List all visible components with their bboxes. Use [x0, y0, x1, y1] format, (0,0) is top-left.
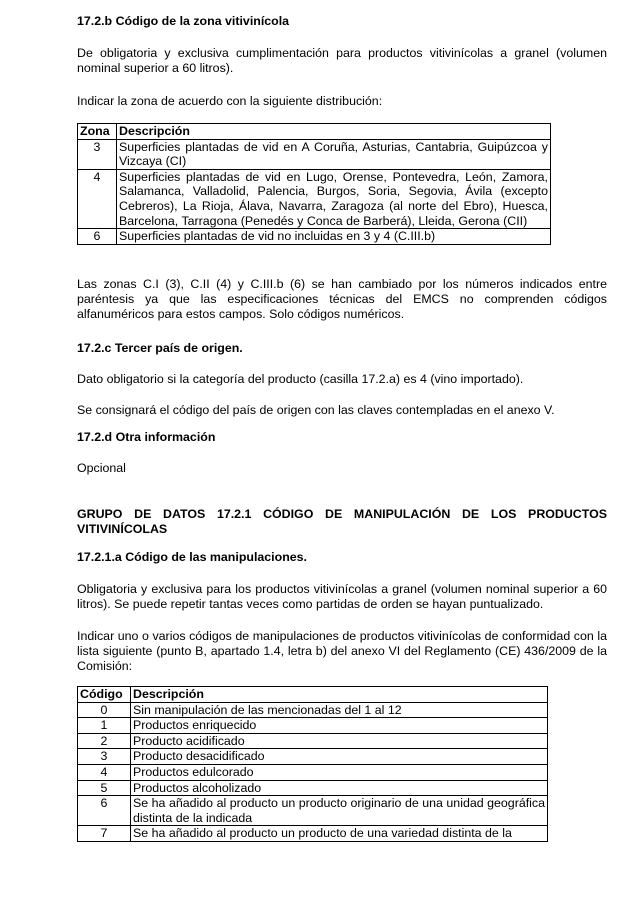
manipulation-code: 1	[78, 718, 131, 734]
table-row	[78, 764, 548, 780]
manipulation-description: Productos alcoholizado	[131, 780, 548, 796]
manipulation-description: Producto desacidificado	[131, 749, 548, 765]
section-heading-17-2-d: 17.2.d Otra información	[77, 430, 216, 444]
manipulation-code-table	[77, 686, 548, 842]
paragraph-17-2-b-2: Indicar la zona de acuerdo con la siguiente distribución:	[77, 94, 383, 108]
paragraph-17-2-b-1: De obligatoria y exclusiva cumplimentación para productos vitivinícolas a granel (volumen nominal superior a 60 litros).	[77, 46, 607, 75]
section-heading-17-2-b: 17.2.b Código de la zona vitivinícola	[77, 14, 290, 28]
table-row	[78, 749, 548, 765]
table-row	[78, 139, 551, 169]
paragraph-17-2-d-1: Opcional	[77, 461, 126, 475]
manipulation-code: 6	[78, 796, 131, 826]
paragraph-17-2-c-1: Dato obligatorio si la categoría del producto (casilla 17.2.a) es 4 (vino importado).	[77, 372, 524, 386]
manipulation-code: 5	[78, 780, 131, 796]
section-heading-17-2-c: 17.2.c Tercer país de origen.	[77, 341, 243, 355]
manipulation-description: Productos enriquecido	[131, 718, 548, 734]
zona-description: Superficies plantadas de vid en A Coruña, Asturias, Cantabria, Guipúzcoa y Vizcaya (CI)	[117, 139, 551, 169]
manipulation-description: Se ha añadido al producto un producto originario de una unidad geográfica distinta de la indicada	[131, 796, 548, 826]
zona-code: 6	[78, 229, 117, 245]
table-row	[78, 718, 548, 734]
paragraph-17-2-b-3: Las zonas C.I (3), C.II (4) y C.III.b (6) se han cambiado por los números indicados entre paréntesis ya que las especificaciones técnicas del EMCS no comprenden códigos alfanuméricos para estos campos. Solo códigos numéricos.	[77, 277, 607, 321]
paragraph-17-2-c-2: Se consignará el código del país de origen con las claves contempladas en el anexo V.	[77, 403, 555, 417]
manipulation-code: 0	[78, 702, 131, 718]
table-row	[78, 169, 551, 228]
manipulation-description: Sin manipulación de las mencionadas del 1 al 12	[131, 702, 548, 718]
manipulation-code: 7	[78, 826, 131, 842]
manipulation-description: Producto acidificado	[131, 733, 548, 749]
manipulation-code: 2	[78, 733, 131, 749]
table-row	[78, 702, 548, 718]
manipulation-description: Productos edulcorado	[131, 764, 548, 780]
table-row	[78, 796, 548, 826]
zona-code: 3	[78, 139, 117, 169]
table-row	[78, 826, 548, 842]
table-row	[78, 780, 548, 796]
paragraph-17-2-1-a-1: Obligatoria y exclusiva para los productos vitivinícolas a granel (volumen nominal superior a 60 litros). Se puede repetir tantas veces como partidas de orden se hayan puntualizado.	[77, 582, 607, 611]
table-row	[78, 733, 548, 749]
table-row	[78, 229, 551, 245]
manipulation-description: Se ha añadido al producto un producto de una variedad distinta de la	[131, 826, 548, 842]
column-header-descripcion: Descripción	[131, 687, 548, 703]
paragraph-17-2-1-a-2: Indicar uno o varios códigos de manipulaciones de productos vitivinícolas de conformidad con la lista siguiente (punto B, apartado 1.4, letra b) del anexo VI del Reglamento (CE) 436/2009 de la Comisión:	[77, 629, 607, 673]
group-heading-17-2-1: GRUPO DE DATOS 17.2.1 CÓDIGO DE MANIPULACIÓN DE LOS PRODUCTOS VITIVINÍCOLAS	[77, 507, 607, 536]
zona-code: 4	[78, 169, 117, 228]
manipulation-code: 3	[78, 749, 131, 765]
column-header-codigo: Código	[78, 687, 131, 703]
column-header-zona: Zona	[78, 124, 117, 140]
table-header-row	[78, 124, 551, 140]
zona-description: Superficies plantadas de vid no incluidas en 3 y 4 (C.III.b)	[117, 229, 551, 245]
table-header-row	[78, 687, 548, 703]
column-header-descripcion: Descripción	[117, 124, 551, 140]
section-heading-17-2-1-a: 17.2.1.a Código de las manipulaciones.	[77, 550, 307, 564]
zona-description: Superficies plantadas de vid en Lugo, Orense, Pontevedra, León, Zamora, Salamanca, Valladolid, Palencia, Burgos, Soria, Segovia, Ávila (excepto Cebreros), La Rioja, Álava, Navarra, Zaragoza (al norte del Ebro), Huesca, Barcelona, Tarragona (Penedés y Conca de Barberá), Lleida, Gerona (CII)	[117, 169, 551, 228]
manipulation-code: 4	[78, 764, 131, 780]
zona-table	[77, 123, 551, 245]
